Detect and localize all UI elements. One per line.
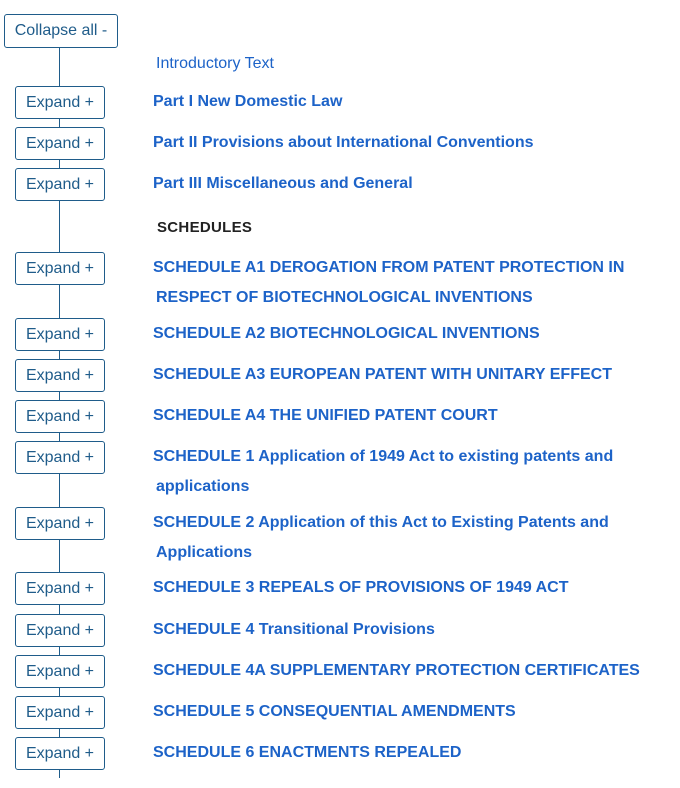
toc-link[interactable] [153,508,653,568]
expand-button[interactable]: Expand + [15,441,105,474]
toc-link[interactable] [153,401,653,431]
toc-link-label: Part II Provisions about International Conventions [153,134,534,151]
expand-button[interactable]: Expand + [15,168,105,201]
toc-link[interactable] [153,442,653,502]
toc-link-label: SCHEDULE 6 ENACTMENTS REPEALED [153,744,462,761]
toc-link-label: SCHEDULE 4A SUPPLEMENTARY PROTECTION CERTIFICATES [153,662,640,679]
schedules-heading: SCHEDULES [157,219,253,236]
toc-link-label: SCHEDULE A4 THE UNIFIED PATENT COURT [153,407,498,424]
toc-link[interactable] [153,253,653,313]
toc-link[interactable] [153,87,653,117]
expand-button[interactable]: Expand + [15,614,105,647]
expand-button[interactable]: Expand + [15,696,105,729]
toc-link-label: SCHEDULE 5 CONSEQUENTIAL AMENDMENTS [153,703,516,720]
expand-button[interactable]: Expand + [15,737,105,770]
expand-button[interactable]: Expand + [15,507,105,540]
toc-link-label-continued: applications [156,478,250,495]
toc-link-label: Part I New Domestic Law [153,93,343,110]
toc-link[interactable] [153,169,653,199]
toc-link-label: SCHEDULE 2 Application of this Act to Existing Patents and [153,514,609,531]
toc-link-label-continued: Applications [156,544,253,561]
expand-button[interactable]: Expand + [15,400,105,433]
toc-link[interactable] [153,697,653,727]
expand-button[interactable]: Expand + [15,86,105,119]
toc-link[interactable] [153,615,653,645]
expand-button[interactable]: Expand + [15,127,105,160]
expand-button[interactable]: Expand + [15,359,105,392]
introductory-text-link[interactable]: Introductory Text [156,55,274,72]
toc-link[interactable] [153,319,653,349]
toc-link[interactable] [153,128,653,158]
toc-link-label: SCHEDULE 4 Transitional Provisions [153,621,435,638]
expand-button[interactable]: Expand + [15,318,105,351]
toc-link-label: SCHEDULE A1 DEROGATION FROM PATENT PROTECTION IN [153,259,625,276]
expand-button[interactable]: Expand + [15,572,105,605]
toc-link[interactable] [153,360,653,390]
expand-button[interactable]: Expand + [15,252,105,285]
toc-link-label-continued: RESPECT OF BIOTECHNOLOGICAL INVENTIONS [156,289,533,306]
collapse-all-button[interactable]: Collapse all - [4,14,118,48]
toc-link-label: SCHEDULE A3 EUROPEAN PATENT WITH UNITARY EFFECT [153,366,612,383]
toc-link[interactable] [153,656,653,686]
toc-link[interactable] [153,738,653,768]
toc-link-label: SCHEDULE A2 BIOTECHNOLOGICAL INVENTIONS [153,325,540,342]
toc-link-label: Part III Miscellaneous and General [153,175,413,192]
toc-link-label: SCHEDULE 3 REPEALS OF PROVISIONS OF 1949 ACT [153,579,569,596]
toc-link-label: SCHEDULE 1 Application of 1949 Act to existing patents and [153,448,614,465]
expand-button[interactable]: Expand + [15,655,105,688]
toc-link[interactable] [153,573,653,603]
